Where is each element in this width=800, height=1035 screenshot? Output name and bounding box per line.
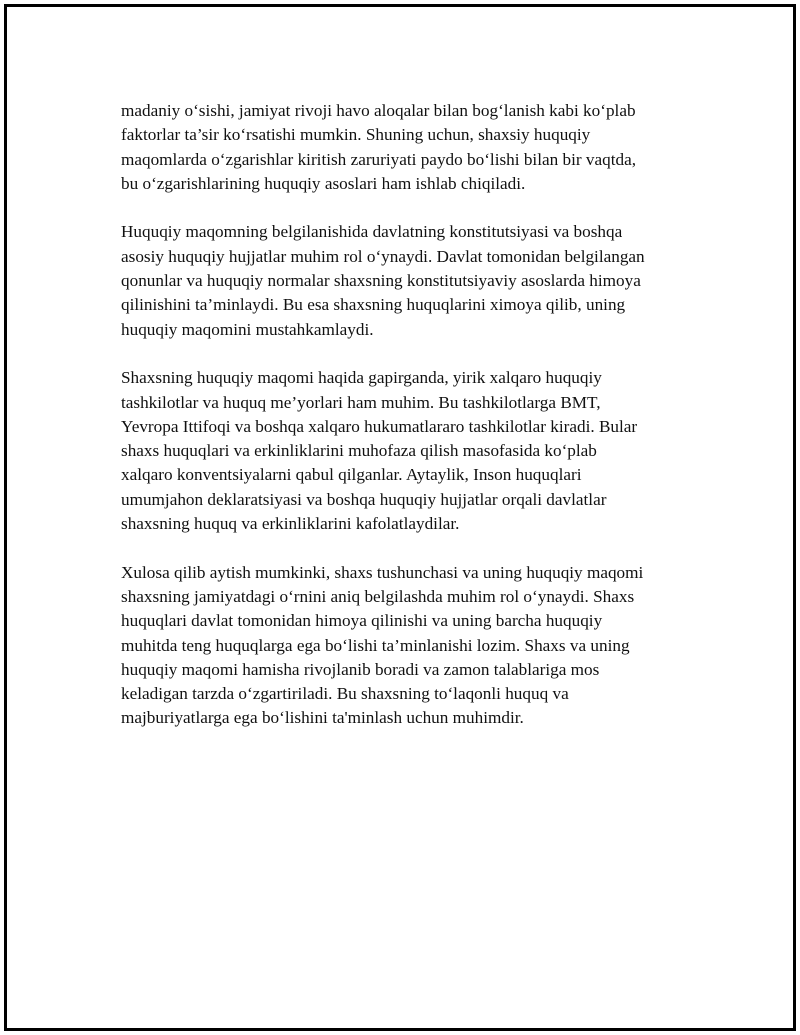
text-line: shaxsning huquq va erkinliklarini kafolatlaydilar. <box>121 514 460 534</box>
text-line: Shaxsning huquqiy maqomi haqida gapirganda, yirik xalqaro huquqiy <box>121 368 602 388</box>
text-line: bu o‘zgarishlarining huquqiy asoslari ham ishlab chiqiladi. <box>121 173 526 193</box>
paragraph-2 <box>121 220 711 341</box>
paragraph-3 <box>121 366 711 536</box>
text-line: huquqiy maqomini mustahkamlaydi. <box>121 319 374 339</box>
text-line: huquqiy maqomi hamisha rivojlanib boradi va zamon talablariga mos <box>121 659 600 679</box>
document-body <box>121 99 711 755</box>
text-line: majburiyatlarga ega bo‘lishini ta'minlash uchun muhimdir. <box>121 708 524 728</box>
text-line: tashkilotlar va huquq me’yorlari ham muhim. Bu tashkilotlarga BMT, <box>121 392 601 412</box>
text-line: keladigan tarzda o‘zgartiriladi. Bu shaxsning to‘laqonli huquq va <box>121 684 569 704</box>
text-line: Xulosa qilib aytish mumkinki, shaxs tushunchasi va uning huquqiy maqomi <box>121 562 644 582</box>
text-line: Huquqiy maqomning belgilanishida davlatning konstitutsiyasi va boshqa <box>121 222 623 242</box>
paragraph-4 <box>121 561 711 731</box>
text-line: qilinishini ta’minlaydi. Bu esa shaxsning huquqlarini ximoya qilib, uning <box>121 295 626 315</box>
text-line: muhitda teng huquqlarga ega bo‘lishi ta’minlanishi lozim. Shaxs va uning <box>121 635 630 655</box>
text-line: xalqaro konventsiyalarni qabul qilganlar. Aytaylik, Inson huquqlari <box>121 465 582 485</box>
page-border <box>4 4 796 1031</box>
text-line: madaniy o‘sishi, jamiyat rivoji havo aloqalar bilan bog‘lanish kabi ko‘plab <box>121 101 636 120</box>
text-line: umumjahon deklaratsiyasi va boshqa huquqiy hujjatlar orqali davlatlar <box>121 489 607 509</box>
text-line: faktorlar ta’sir ko‘rsatishi mumkin. Shuning uchun, shaxsiy huquqiy <box>121 125 591 145</box>
text-line: qonunlar va huquqiy normalar shaxsning konstitutsiyaviy asoslarda himoya <box>121 271 641 291</box>
paragraph-1 <box>121 99 711 196</box>
text-line: shaxs huquqlari va erkinliklarini muhofaza qilish masofasida ko‘plab <box>121 441 597 461</box>
text-line: Yevropa Ittifoqi va boshqa xalqaro hukumatlararo tashkilotlar kiradi. Bular <box>121 416 638 436</box>
text-line: huquqlari davlat tomonidan himoya qilinishi va uning barcha huquqiy <box>121 611 603 631</box>
text-line: maqomlarda o‘zgarishlar kiritish zaruriyati paydo bo‘lishi bilan bir vaqtda, <box>121 149 636 169</box>
text-line: shaxsning jamiyatdagi o‘rnini aniq belgilashda muhim rol o‘ynaydi. Shaxs <box>121 586 635 606</box>
text-line: asosiy huquqiy hujjatlar muhim rol o‘ynaydi. Davlat tomonidan belgilangan <box>121 246 645 266</box>
